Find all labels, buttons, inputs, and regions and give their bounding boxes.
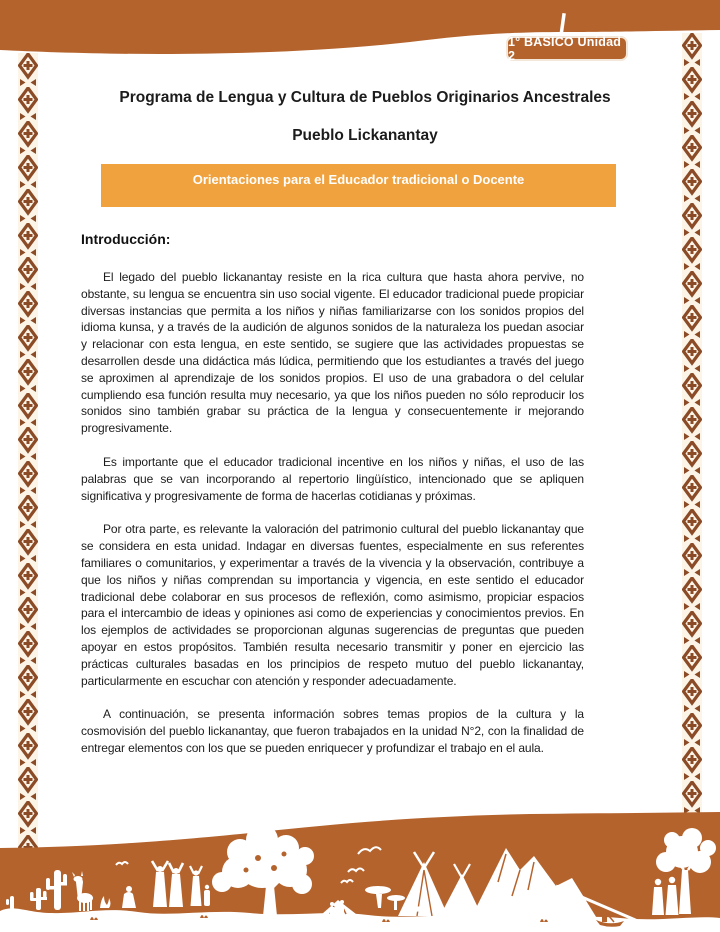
- title-block: [40, 89, 690, 145]
- paragraph-4: A continuación, se presenta información sobres temas propios de la cultura y la cosmovisión del pueblo lickanantay, que fueron trabajados en la unidad N°2, con la finalidad de entregar elementos con los que se pueden enriquecer y profundizar el trabajo en el aula.: [81, 707, 584, 755]
- footer-illustration: [0, 812, 720, 932]
- textile-border-right-icon: [682, 33, 702, 820]
- orientation-banner: [101, 164, 616, 207]
- paragraph-2: Es importante que el educador tradicional incentive en los niños y niñas, el uso de las palabras que se van incorporando al repertorio lingüístico, intencionado que se apliquen significativa y progresivamente de forma de hacerlas cotidianas y próximas.: [81, 454, 584, 503]
- unit-badge: [506, 36, 628, 61]
- program-title: Programa de Lengua y Cultura de Pueblos Originarios Ancestrales: [119, 89, 611, 106]
- section-heading: Introducción:: [81, 231, 171, 247]
- unit-badge-label: 1° BÁSICO Unidad 2: [508, 34, 622, 63]
- textile-border-left-icon: [18, 53, 38, 849]
- pueblo-subtitle: Pueblo Lickanantay: [292, 127, 438, 144]
- orientation-banner-label: Orientaciones para el Educador tradicional o Docente: [192, 172, 525, 187]
- paragraph-3: Por otra parte, es relevante la valoración del patrimonio cultural del pueblo lickanantay que se considera en esta unidad. Indagar en diversas fuentes, especialmente en sus referentes familiares o comunitarios, y experimentar a través de la vivencia y la observación, contribuye a que los niños y niñas comprendan su importancia y vigencia, en este sentido el educador tradicional debe colaborar en sus procesos de reflexión, como asimismo, propiciar espacios para el intercambio de ideas y opiniones asi como de experiencias y conocimientos previos. En los ejemplos de actividades se proporcionan algunas sugerencias de preguntas que pueden apoyar en estos propósitos. También resulta necesario transmitir y poner en ejercicio las prácticas culturales basadas en los principios de respeto mutuo del pueblo lickanantay, particularmente en escuchar con atención y responder adecuadamente.: [81, 522, 584, 688]
- paragraph-1: El legado del pueblo lickanantay resiste en la rica cultura que hasta ahora pervive, no obstante, su lengua se encuentra sin uso social vigente. El educador tradicional puede propiciar diversas instancias que permita a los niños y niñas familiarizarse con los sonidos propios del idioma kunsa, y a través de la audición de algunos sonidos de la naturaleza los puedan asociar y relacionar con esta lengua, en este sentido, se sugiere que las actividades propuestas se desarrollen desde una didáctica más lúdica, permitiendo que los estudiantes a través del juego se aproximen al aprendizaje de los sonidos propios. El uso de una grabadora o del celular cumpliendo esa función resulta muy necesario, ya que los niños pueden no sólo reproducir los sonidos sino también grabar su práctica de la lengua y consecuentemente ir mejorando progresivamente.: [81, 270, 584, 436]
- document-body: [81, 231, 584, 774]
